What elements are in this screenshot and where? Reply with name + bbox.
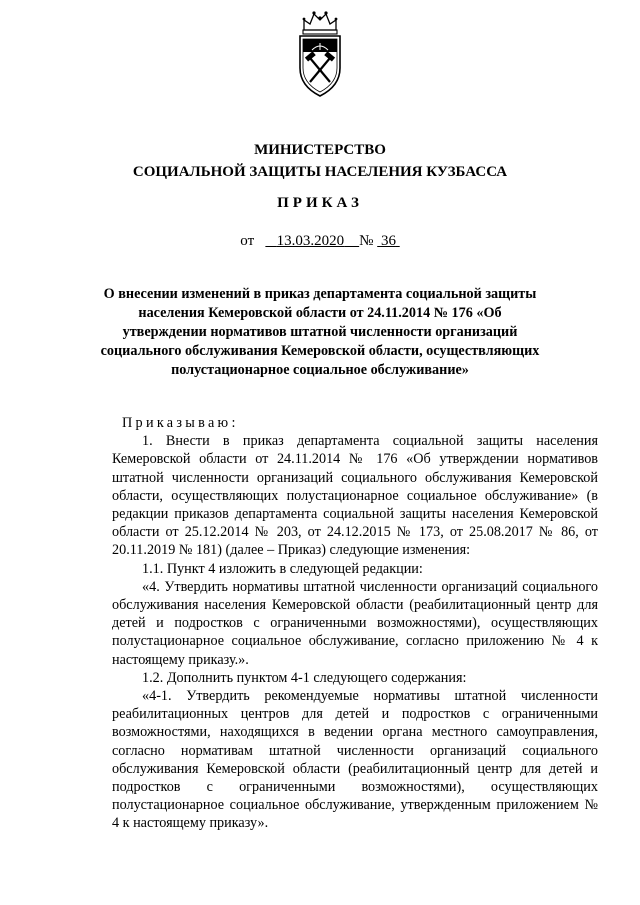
order-body [112, 414, 598, 833]
paragraph-1-1: 1.1. Пункт 4 изложить в следующей редакции: [142, 560, 423, 577]
paragraph-1: 1. Внести в приказ департамента социальной защиты населения Кемеровской области от 24.11.2014 № 176 «Об утверждении нормативов штатной численности организаций социального обслуживания Кемеровской области, осуществляющих полустационарное социальное обслуживание» (в редакции приказов департамента социальной защиты населения Кемеровской области от 25.12.2014 № 203, от 24.12.2015 № 173, от 25.08.2017 № 86, от 20.11.2019 № 181) (далее – Приказ) следующие изменения: [112, 433, 598, 559]
ministry-name [80, 139, 560, 183]
coat-of-arms-emblem [290, 8, 350, 102]
number-prefix: № [359, 233, 374, 249]
order-date: 13.03.2020 [276, 233, 345, 249]
order-date-number [0, 231, 640, 251]
ministry-line-2: СОЦИАЛЬНОЙ ЗАЩИТЫ НАСЕЛЕНИЯ КУЗБАССА [132, 164, 508, 180]
paragraph-1-2: 1.2. Дополнить пунктом 4-1 следующего содержания: [142, 669, 467, 686]
paragraph-1-2-text: «4-1. Утвердить рекомендуемые нормативы штатной численности реабилитационных центров для детей и подростков с ограниченными возможностями, находящихся в ведении органа местного самоуправления, согласно нормативам штатной численности организаций социального обслуживания Кемеровской области (реабилитационный центр для детей и подростков с ограниченными возможностями), осуществляющих полустационарное социальное обслуживание, утвержденным приложением № 4 к настоящему приказу». [112, 688, 598, 832]
order-subject: О внесении изменений в приказ департамента социальной защиты населения Кемеровской области от 24.11.2014 № 176 «Об утверждении нормативов штатной численности организаций социального обслуживания Кемеровской области, осуществляющих полустационарное социальное обслуживание» [100, 286, 540, 378]
order-title: ПРИКАЗ [277, 195, 363, 211]
order-number: 36 [380, 233, 396, 249]
paragraph-1-1-text: «4. Утвердить нормативы штатной численности организаций социального обслуживания населения Кемеровской области (реабилитационный центр для детей и подростков с ограниченными возможностями), осуществляющих полустационарное социальное обслуживание, согласно приложению № 4 к настоящему приказу.». [112, 578, 598, 668]
date-prefix: от [240, 233, 255, 249]
order-verb: Приказываю: [122, 415, 239, 431]
ministry-line-1: МИНИСТЕРСТВО [254, 142, 386, 158]
